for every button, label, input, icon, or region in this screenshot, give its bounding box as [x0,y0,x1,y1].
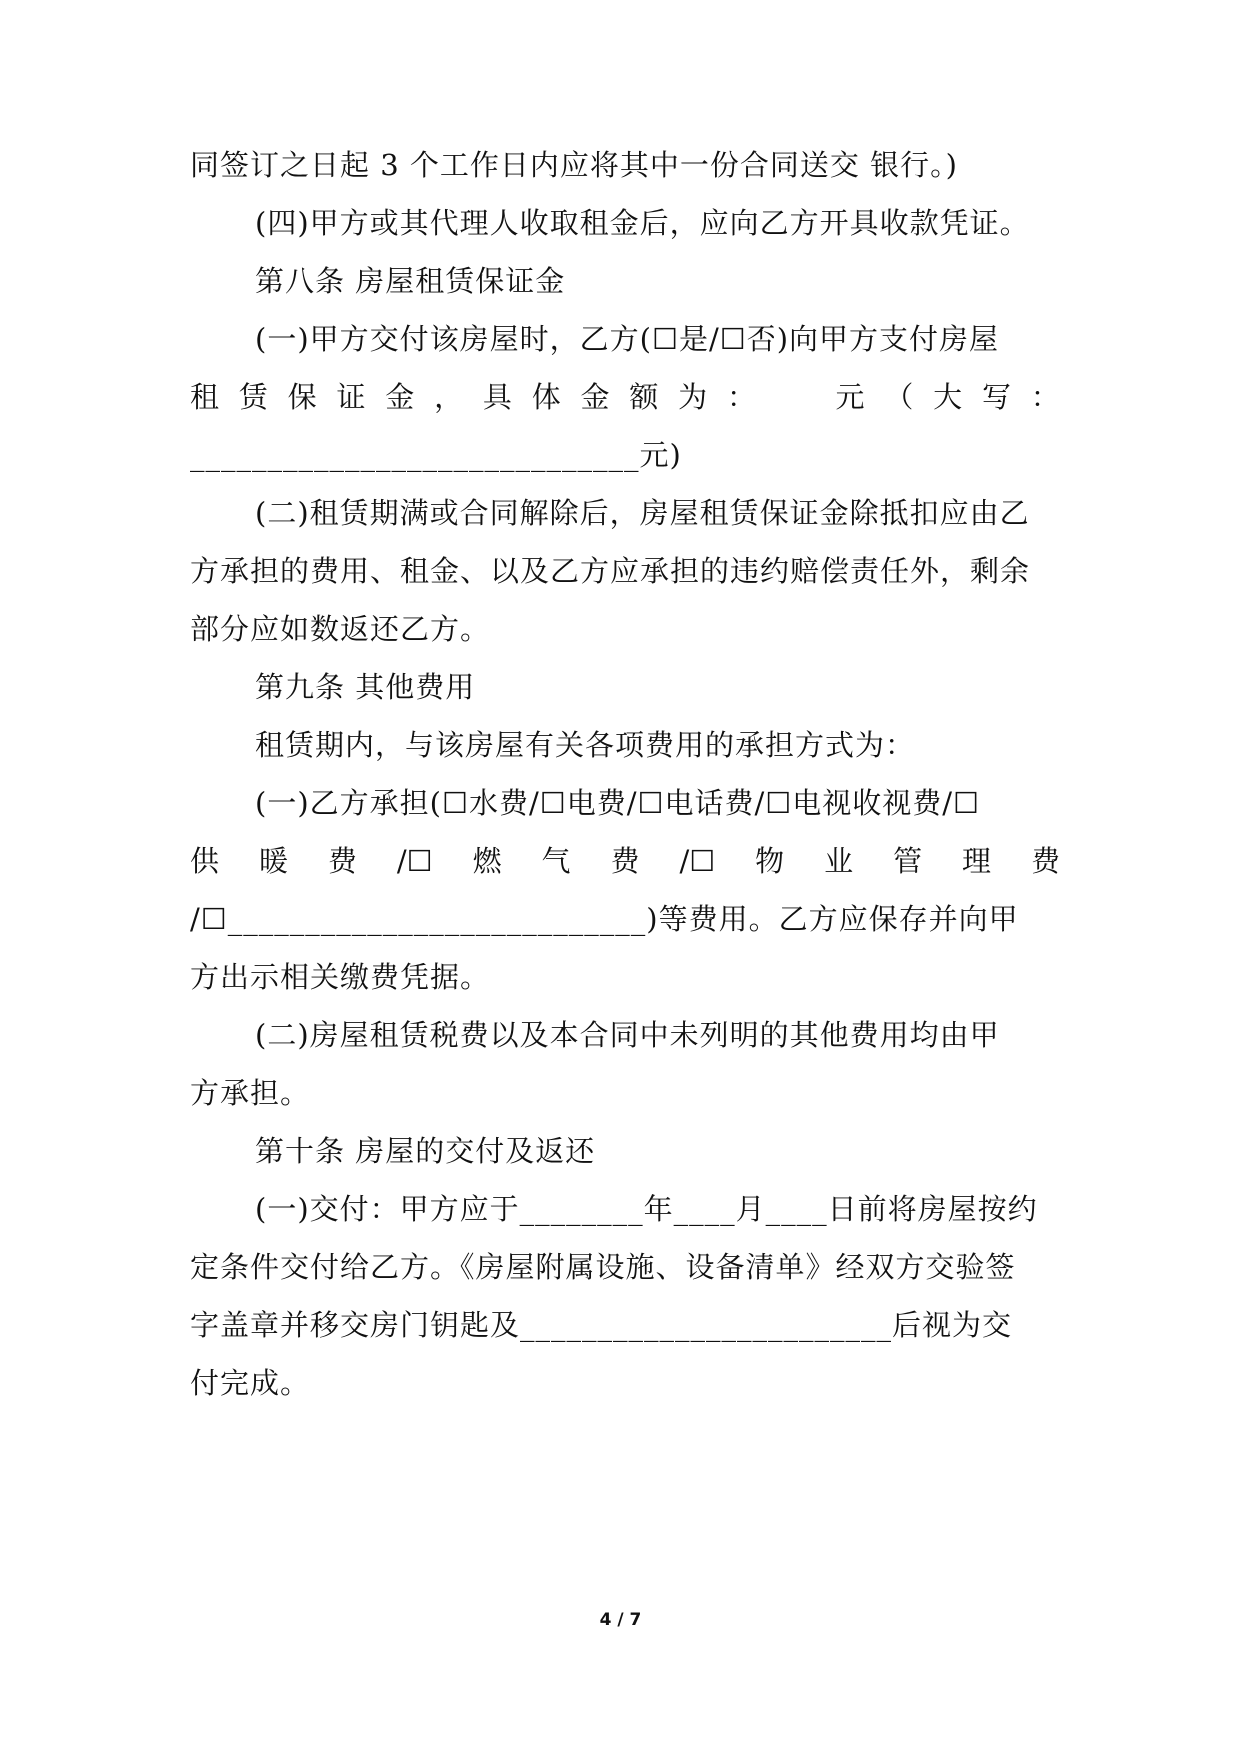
text-line: 方承担。 [190,1076,311,1110]
text-char: 金 [580,380,610,414]
text-line: 方承担的费用、租金、以及乙方应承担的违约赔偿责任外，剩余 [190,554,1031,588]
text-line: (一)交付：甲方应于________年____月____日前将房屋按约 [255,1192,1038,1226]
text-line: (一)乙方承担(☐水费/☐电费/☐电话费/☐电视收视费/☐ [255,786,981,820]
text-char: 为 [678,380,708,414]
text-char: 保 [287,380,317,414]
text-char: /☐ [396,844,433,878]
text-char: 证 [336,380,366,414]
page-number: 4 / 7 [599,1610,642,1630]
text-line: _____________________________元) [190,438,682,472]
text-line: (四)甲方或其代理人收取租金后，应向乙方开具收款凭证。 [255,206,1030,240]
text-char: 金 [385,380,415,414]
section-heading: 第八条 房屋租赁保证金 [255,264,566,298]
section-heading: 第十条 房屋的交付及返还 [255,1134,596,1168]
text-char: 燃 [472,844,502,878]
text-char: 具 [482,380,512,414]
text-char: 供 [190,844,220,878]
text-char: 元 [835,380,865,414]
text-line: /☐___________________________)等费用。乙方应保存并向甲 [190,902,1019,936]
text-char: 暖 [258,844,288,878]
text-line: (一)甲方交付该房屋时，乙方(☐是/☐否)向甲方支付房屋 [255,322,1000,356]
text-char: 费 [610,844,640,878]
text-char: 额 [629,380,659,414]
text-line: 租赁期内，与该房屋有关各项费用的承担方式为： [255,728,916,762]
text-line: 字盖章并移交房门钥匙及________________________后视为交 [190,1308,1013,1342]
text-char: 费 [327,844,357,878]
text-char: 业 [824,844,854,878]
text-char: 管 [893,844,923,878]
text-line: 部分应如数返还乙方。 [190,612,491,646]
text-char: ： [726,380,756,414]
text-line: 定条件交付给乙方。《房屋附属设施、设备清单》经双方交验签 [190,1250,1016,1284]
text-line: 同签订之日起 3 个工作日内应将其中一份合同送交 银行。) [190,148,958,182]
text-char: 写 [981,380,1011,414]
text-char: ， [434,380,464,414]
text-char: 租 [190,380,220,414]
text-char: （ [884,380,914,414]
text-char: 理 [962,844,992,878]
text-char: /☐ [679,844,716,878]
text-char: 大 [933,380,963,414]
blank-gap [776,377,816,417]
text-line: (二)租赁期满或合同解除后，房屋租赁保证金除抵扣应由乙 [255,496,1030,530]
text-char: 赁 [238,380,268,414]
text-line: 方出示相关缴费凭据。 [190,960,491,994]
deposit-amount-line [190,377,1060,417]
text-char: 物 [755,844,785,878]
text-line: (二)房屋租赁税费以及本合同中未列明的其他费用均由甲 [255,1018,1000,1052]
fees-line [190,841,1060,881]
text-char: 费 [1030,844,1060,878]
text-line: 付完成。 [190,1366,311,1400]
text-char: 气 [541,844,571,878]
text-char: ： [1030,380,1060,414]
text-char: 体 [531,380,561,414]
section-heading: 第九条 其他费用 [255,670,476,704]
